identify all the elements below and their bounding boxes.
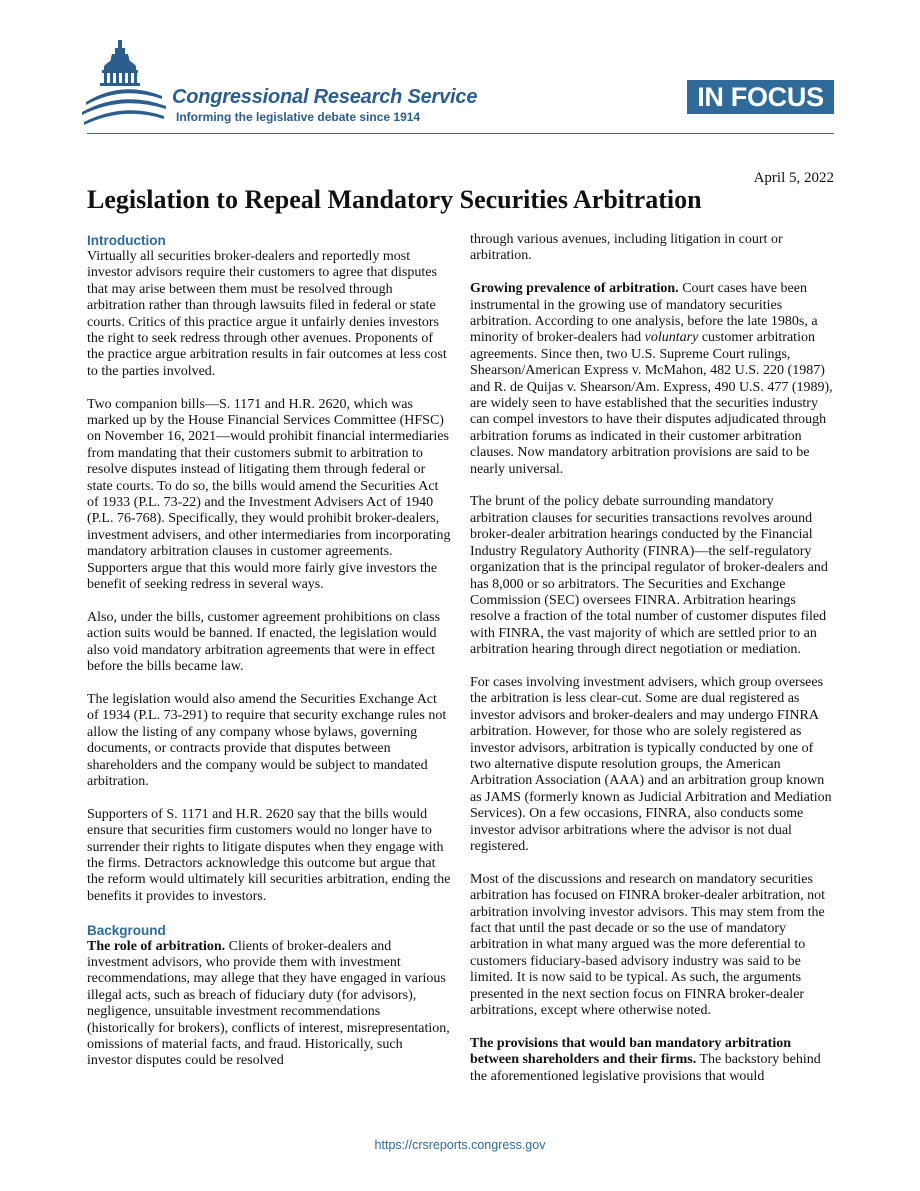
paragraph-lead: The role of arbitration.	[87, 938, 226, 954]
footer-url-link[interactable]: https://crsreports.congress.gov	[374, 1138, 546, 1152]
capitol-dome-icon	[82, 40, 166, 130]
paragraph: Supporters of S. 1171 and H.R. 2620 say that the bills would ensure that securities firm customers would no longer have to surrender their rights to litigate disputes when they engage with the firms. Detractors acknowledge this outcome but argue that the reform would ultimately kill securities arbitration, ending the benefits it provides to investors.	[87, 806, 451, 904]
paragraph	[87, 939, 451, 1070]
section-heading-introduction: Introduction	[87, 233, 166, 248]
paragraph	[470, 281, 834, 478]
paragraph: Two companion bills—S. 1171 and H.R. 2620, which was marked up by the House Financial Services Committee (HFSC) on November 16, 2021—would prohibit financial intermediaries from mandating that their customers submit to arbitration to resolve disputes instead of litigating them through federal or state courts. To do so, the bills would amend the Securities Act of 1933 (P.L. 73-22) and the Investment Advisers Act of 1940 (P.L. 76-768). Specifically, they would prohibit broker-dealers, investment advisers, and other intermediaries from incorporating mandatory arbitration clauses in customer agreements. Supporters argue that this would more fairly give investors the benefit of seeking redress in several ways.	[87, 396, 451, 593]
paragraph-lead: The provisions that would ban mandatory arbitration between shareholders and their firms.	[470, 1035, 792, 1068]
report-header	[0, 0, 920, 140]
section-heading-background: Background	[87, 922, 166, 938]
paragraph-body: Clients of broker-dealers and investment advisors, who provide them with investment recommendations, may allege that they have engaged in various illegal acts, such as breach of fiduciary duty (for advisors), negligence, unsuitable investment recommendations (historically for brokers), conflicts of interest, misrepresentation, omissions of material facts, and fraud. Historically, such investor disputes could be resolved	[87, 938, 450, 1069]
organization-tagline: Informing the legislative debate since 1914	[176, 110, 421, 124]
paragraph: For cases involving investment advisers, which group oversees the arbitration is less clear-cut. Some are dual registered as investor advisors and broker-dealers and may undergo FINRA arbitration. However, for those who are solely registered as investor advisors, arbitration is typically conducted by one of two alternative dispute resolution groups, the American Arbitration Association (AAA) and an arbitration group known as JAMS (formerly known as Judicial Arbitration and Mediation Services). On a few occasions, FINRA, also conducts some investor advisor arbitrations where the advisor is not dual registered.	[470, 674, 832, 854]
paragraph-body: customer arbitration agreements. Since then, two U.S. Supreme Court rulings, Shearson/American Express v. McMahon, 482 U.S. 220 (1987) and R. de Quijas v. Shearson/Am. Express, 490 U.S. 477 (1989), are widely seen to have established that the securities industry can compel investors to have their disputes adjudicated through arbitration forums as indicated in their customer arbitration clauses. Now mandatory arbitration provisions are said to be nearly universal.	[470, 330, 833, 477]
left-column	[87, 232, 451, 1086]
paragraph: Also, under the bills, customer agreement prohibitions on class action suits would be banned. If enacted, the legislation would also void mandatory arbitration agreements that were in effect before the bills became law.	[87, 609, 441, 675]
right-column	[470, 232, 834, 1101]
paragraph: The brunt of the policy debate surrounding mandatory arbitration clauses for securities transactions revolves around broker-dealer arbitration hearings conducted by the Financial Industry Regulatory Authority (FINRA)—the self-regulatory organization that is the principal regulator of broker-dealers and has 8,000 or so arbitrators. The Securities and Exchange Commission (SEC) oversees FINRA. Arbitration hearings resolve a fraction of the total number of customer disputes filed with FINRA, the vast majority of which are settled prior to an arbitration hearing through direct negotiation or mediation.	[470, 494, 828, 658]
report-title: Legislation to Repeal Mandatory Securities Arbitration	[87, 185, 702, 214]
emphasis-voluntary: voluntary	[644, 330, 699, 346]
paragraph: Virtually all securities broker-dealers and reportedly most investor advisors require their customers to agree that disputes that may arise between them must be resolved through arbitration rather than through lawsuits filed in federal or state courts. Critics of this practice argue it unfairly denies investors the right to seek redress through other avenues. Proponents of the practice argue arbitration results in fair outcomes at less cost to the parties involved.	[87, 249, 447, 379]
paragraph: The legislation would also amend the Securities Exchange Act of 1934 (P.L. 73-291) to require that security exchange rules not allow the listing of any company whose bylaws, governing documents, or contracts provide that disputes between shareholders and the company would be subject to mandated arbitration.	[87, 691, 447, 789]
paragraph: Most of the discussions and research on mandatory securities arbitration has focused on FINRA broker-dealer arbitration, not arbitration involving investor advisors. This may stem from the fact that until the past decade or so the use of mandatory arbitration in what many argued was the more deferential to customers fiduciary-based advisory industry was said to be limited. It is now said to be typical. As such, the arguments presented in the next section focus on FINRA broker-dealer arbitrations, except where otherwise noted.	[470, 871, 826, 1019]
paragraph-lead: Growing prevalence of arbitration.	[470, 281, 679, 297]
in-focus-badge: IN FOCUS	[687, 80, 834, 114]
paragraph-body: The backstory behind the aforementioned legislative provisions that would	[470, 1052, 821, 1084]
organization-name: Congressional Research Service	[172, 86, 478, 108]
paragraph-body: Court cases have been instrumental in the growing use of mandatory securities arbitration. According to one analysis, before the late 1980s, a minority of broker-dealers had	[470, 281, 818, 346]
header-divider	[87, 133, 834, 134]
publication-date: April 5, 2022	[753, 170, 834, 186]
paragraph: through various avenues, including litigation in court or arbitration.	[470, 232, 783, 264]
paragraph	[470, 1036, 834, 1085]
